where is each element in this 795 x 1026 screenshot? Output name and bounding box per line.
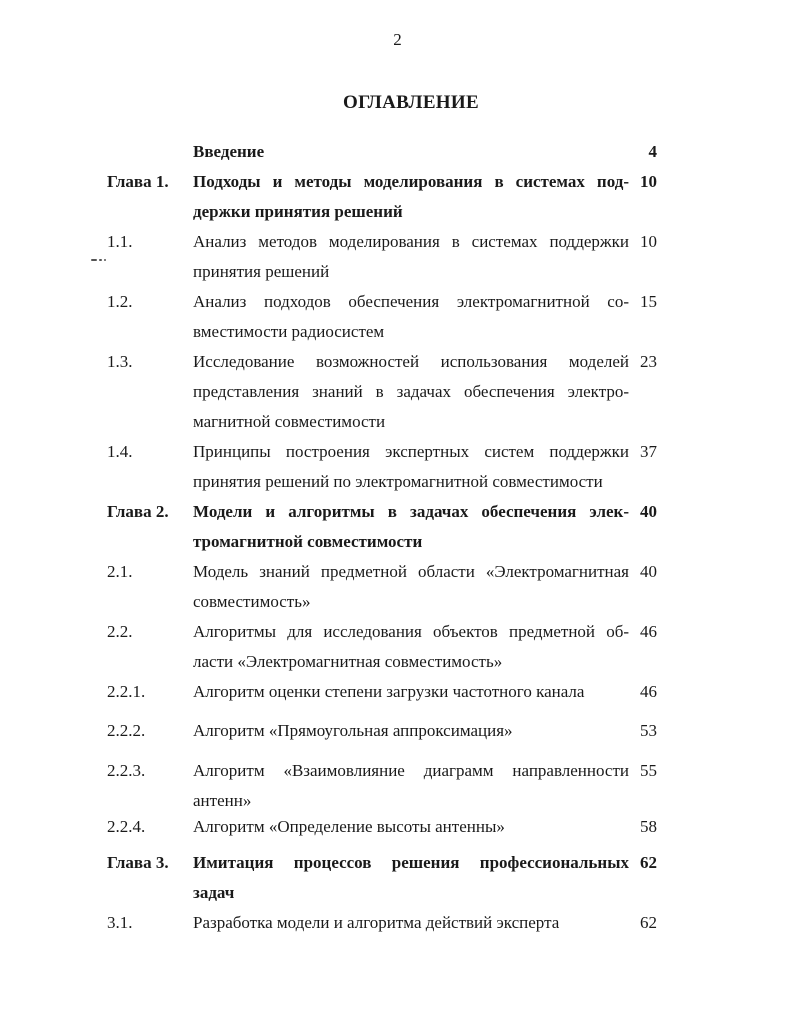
toc-entry-title-line: Алгоритм «Прямоугольная аппроксимация» bbox=[193, 721, 513, 740]
toc-entry-title bbox=[193, 716, 629, 746]
toc-entry-title bbox=[193, 287, 629, 347]
scan-speck bbox=[104, 259, 106, 261]
toc-entry-title-line: магнитной совместимости bbox=[193, 412, 386, 431]
toc-entry-page: 46 bbox=[640, 622, 657, 641]
toc-entry-page: 37 bbox=[640, 442, 657, 461]
toc-entry-title-line: совместимость» bbox=[193, 592, 311, 611]
scan-speck bbox=[99, 259, 102, 261]
toc-entry-page: 10 bbox=[640, 172, 657, 191]
toc-entry-title bbox=[193, 227, 629, 287]
toc-entry-title bbox=[193, 848, 629, 908]
toc-entry-number: 2.2.4. bbox=[107, 817, 146, 836]
toc-entry-title-line: принятия решений по электромагнитной совместимости bbox=[193, 472, 603, 491]
toc-entry-number: Глава 1. bbox=[107, 172, 169, 191]
toc-entry-title-line: ласти «Электромагнитная совместимость» bbox=[193, 652, 503, 671]
toc-entry-title-line: антенн» bbox=[193, 791, 252, 810]
toc-entry-title-line: Алгоритм «Взаимовлияние диаграмм направленности bbox=[193, 761, 629, 780]
toc-entry-page: 46 bbox=[640, 682, 657, 701]
toc-entry-title-line: Алгоритм «Определение высоты антенны» bbox=[193, 817, 505, 836]
toc-entry-title bbox=[193, 437, 629, 497]
toc-title: ОГЛАВЛЕНИЕ bbox=[343, 92, 479, 113]
toc-entry-page: 40 bbox=[640, 562, 657, 581]
toc-entry-page: 55 bbox=[640, 761, 657, 780]
toc-entry-number: 3.1. bbox=[107, 913, 133, 932]
toc-entry-title-line: Анализ методов моделирования в системах поддержки bbox=[193, 232, 629, 251]
toc-entry-title-line: принятия решений bbox=[193, 262, 330, 281]
toc-entry-title-line: тромагнитной совместимости bbox=[193, 532, 423, 551]
toc-entry-title bbox=[193, 617, 629, 677]
toc-entry-title bbox=[193, 137, 629, 167]
toc-entry-number: 2.1. bbox=[107, 562, 133, 581]
toc-entry-title-line: Анализ подходов обеспечения электромагнитной со- bbox=[193, 292, 629, 311]
toc-entry-title-line: Подходы и методы моделирования в системах под- bbox=[193, 172, 629, 191]
toc-entry-title bbox=[193, 557, 629, 617]
toc-entry-page: 62 bbox=[640, 853, 657, 872]
toc-entry-title-line: Имитация процессов решения профессиональных bbox=[193, 853, 629, 872]
toc-entry-number: 1.2. bbox=[107, 292, 133, 311]
toc-entry-title-line: Модели и алгоритмы в задачах обеспечения элек- bbox=[193, 502, 629, 521]
toc-entry-title-line: представления знаний в задачах обеспечения электро- bbox=[193, 382, 629, 401]
toc-entry-title bbox=[193, 167, 629, 227]
toc-entry-number: 2.2. bbox=[107, 622, 133, 641]
toc-entry-page: 10 bbox=[640, 232, 657, 251]
toc-entry-number: Глава 2. bbox=[107, 502, 169, 521]
toc-entry-title bbox=[193, 756, 629, 816]
toc-entry-page: 40 bbox=[640, 502, 657, 521]
toc-entry-page: 23 bbox=[640, 352, 657, 371]
toc-entry-number: 1.3. bbox=[107, 352, 133, 371]
toc-entry-title-line: задач bbox=[193, 883, 235, 902]
toc-entry-number: 1.4. bbox=[107, 442, 133, 461]
toc-entry-title-line: Введение bbox=[193, 142, 265, 161]
toc-entry-title-line: Модель знаний предметной области «Электромагнитная bbox=[193, 562, 629, 581]
toc-entry-page: 53 bbox=[640, 721, 657, 740]
toc-entry-title-line: держки принятия решений bbox=[193, 202, 403, 221]
toc-entry-title bbox=[193, 812, 629, 842]
toc-entry-page: 4 bbox=[648, 142, 657, 161]
toc-entry-title-line: вместимости радиосистем bbox=[193, 322, 385, 341]
toc-entry-page: 62 bbox=[640, 913, 657, 932]
toc-entry-number: 2.2.1. bbox=[107, 682, 146, 701]
toc-entry-title-line: Разработка модели и алгоритма действий эксперта bbox=[193, 913, 560, 932]
toc-entry-title bbox=[193, 908, 629, 938]
scan-speck bbox=[91, 259, 97, 261]
toc-entry-number: 2.2.3. bbox=[107, 761, 146, 780]
toc-entry-title bbox=[193, 347, 629, 437]
toc-entry-number: Глава 3. bbox=[107, 853, 169, 872]
toc-entry-title-line: Принципы построения экспертных систем поддержки bbox=[193, 442, 629, 461]
page-number: 2 bbox=[393, 30, 402, 49]
toc-entry-title-line: Исследование возможностей использования моделей bbox=[193, 352, 629, 371]
toc-entry-page: 58 bbox=[640, 817, 657, 836]
toc-entry-title bbox=[193, 677, 629, 707]
toc-entry-number: 2.2.2. bbox=[107, 721, 146, 740]
toc-entry-number: 1.1. bbox=[107, 232, 133, 251]
toc-entry-page: 15 bbox=[640, 292, 657, 311]
toc-entry-title bbox=[193, 497, 629, 557]
toc-entry-title-line: Алгоритмы для исследования объектов предметной об- bbox=[193, 622, 629, 641]
toc-entry-title-line: Алгоритм оценки степени загрузки частотного канала bbox=[193, 682, 585, 701]
